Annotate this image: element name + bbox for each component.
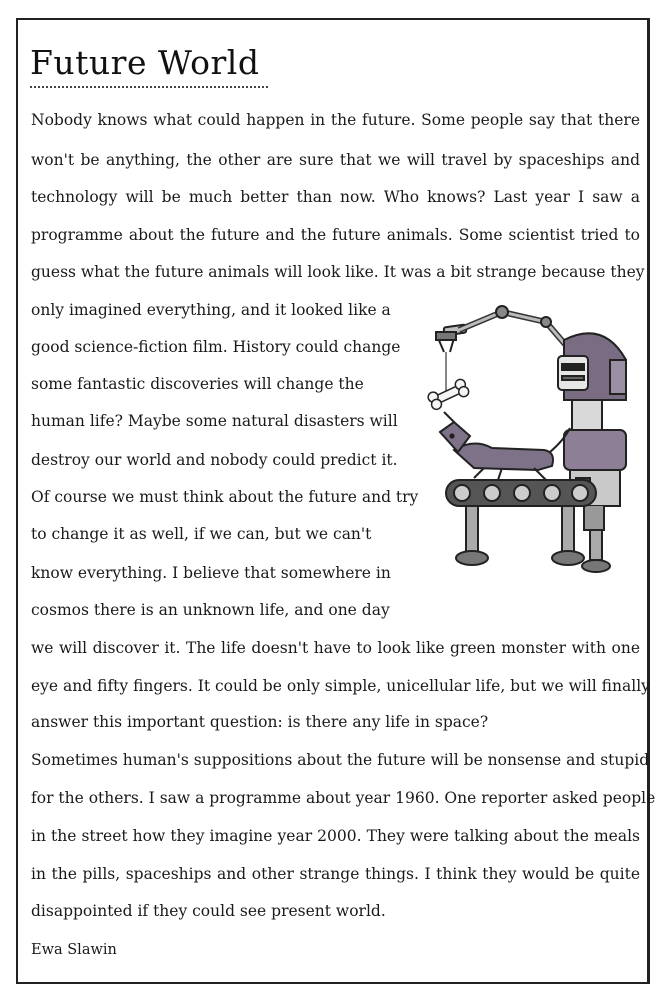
text-line: won't be anything, the other are sure that we will travel by spaceships and — [31, 151, 640, 169]
conveyor-belt — [446, 480, 596, 506]
text-line: in the pills, spaceships and other strange things. I think they would be quite — [31, 865, 640, 883]
text-line: destroy our world and nobody could predict it. — [31, 451, 398, 469]
text-line: eye and fifty fingers. It could be only simple, unicellular life, but we will finally — [31, 677, 650, 695]
title-underline — [30, 86, 268, 88]
text-line: in the street how they imagine year 2000. They were talking about the meals — [31, 827, 640, 845]
text-line: technology will be much better than now. Who knows? Last year I saw a — [31, 188, 640, 206]
dog-icon — [440, 412, 570, 480]
robot-arm — [436, 306, 582, 364]
text-line: we will discover it. The life doesn't have to look like green monster with one — [31, 639, 640, 657]
text-line: Of course we must think about the future and try — [31, 488, 419, 506]
text-line: to change it as well, if we can, but we can't — [31, 525, 372, 543]
text-line: good science-fiction film. History could change — [31, 338, 401, 356]
robot-dog-illustration — [414, 300, 642, 620]
text-line: human life? Maybe some natural disasters will — [31, 412, 398, 430]
text-line: programme about the future and the future animals. Some scientist tried to — [31, 226, 640, 244]
text-line: Sometimes human's suppositions about the future will be nonsense and stupid — [31, 751, 650, 769]
text-line: disappointed if they could see present world. — [31, 902, 386, 920]
text-line: answer this important question: is there any life in space? — [31, 713, 489, 731]
author-signature: Ewa Slawin — [31, 942, 117, 958]
text-line: Nobody knows what could happen in the future. Some people say that there — [31, 111, 640, 129]
text-line: guess what the future animals will look like. It was a bit strange because they — [31, 263, 645, 281]
text-line: some fantastic discoveries will change the — [31, 375, 364, 393]
text-line: only imagined everything, and it looked like a — [31, 301, 391, 319]
article-title: Future World — [30, 43, 260, 82]
text-line: for the others. I saw a programme about year 1960. One reporter asked people — [31, 789, 656, 807]
text-line: know everything. I believe that somewhere in — [31, 564, 391, 582]
bone-icon — [426, 378, 470, 411]
robot-head — [558, 333, 626, 400]
text-line: cosmos there is an unknown life, and one day — [31, 601, 390, 619]
